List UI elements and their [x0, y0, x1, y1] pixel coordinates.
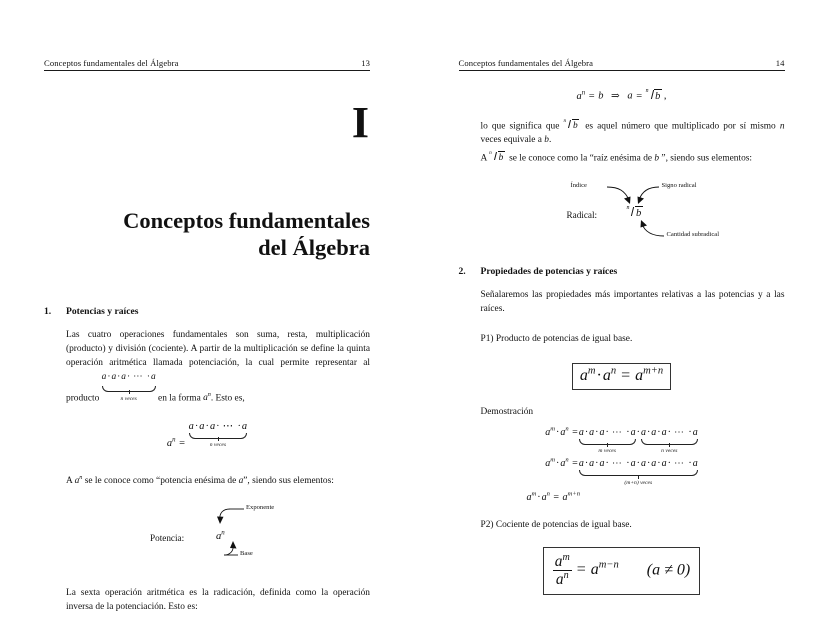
display-product-expression: a·a·a· ⋯ ·a: [188, 420, 248, 432]
potencia-annotated-diagram: [44, 503, 370, 565]
display-equation-potencia: [44, 420, 370, 450]
radical-diagram-caption: Radical:: [566, 210, 598, 221]
section-number-1: 1.: [44, 305, 52, 317]
demo-line-2-lhs: $a^m\cdot a^n$ =: [545, 457, 578, 470]
math-a: a: [238, 476, 244, 487]
math-b: b: [598, 90, 604, 102]
paragraph-text-part-1: A: [480, 153, 487, 164]
underbrace-glyph: [579, 439, 636, 445]
page-number-left: 13: [361, 58, 370, 68]
running-head-title: Conceptos fundamentales del Álgebra: [44, 58, 179, 68]
demo-underbrace-n: a·a·a· ⋯ ·a n veces: [640, 426, 698, 455]
math-a: a: [627, 90, 633, 102]
math-fraction-a-m-over-a-n: [553, 553, 572, 588]
math-b: b: [654, 153, 660, 164]
radical-index: n: [626, 205, 630, 212]
radical-index: n: [563, 117, 567, 124]
math-a: a: [199, 420, 205, 432]
section-number-2: 2.: [458, 266, 466, 278]
demostracion-derivation: [459, 427, 785, 503]
underbrace-glyph: [189, 433, 247, 439]
math-b: b: [544, 134, 549, 145]
math-dot: ·: [146, 371, 151, 382]
underbrace-label-m: m veces: [598, 448, 616, 455]
formula-box-p1-wrapper: [459, 363, 785, 390]
paragraph-potencia-enesima: [66, 475, 370, 489]
label-base: Base: [240, 550, 253, 558]
paragraph-text-part-4: .: [548, 134, 552, 145]
demo-line-2: [459, 458, 785, 486]
math-n: n: [779, 121, 785, 131]
underbrace-glyph: [641, 439, 698, 445]
paragraph-text-part-1: A: [66, 476, 73, 487]
display-equation-radical-definition: $a^n = b$ ⇒ a = n b ,: [576, 88, 667, 102]
display-underbrace-product: [189, 420, 247, 449]
math-a-pow-m-plus-n: $a^{m+n}$: [635, 365, 664, 384]
demo-underbrace-m: a·a·a· ⋯ ·a m veces: [578, 426, 636, 455]
paragraph-text-part-2: se le conoce como “potencia enésima de: [84, 476, 237, 487]
fraction-denominator: $a^n$: [553, 570, 572, 588]
paragraph-text-part-3: ”, siendo sus elementos:: [661, 153, 753, 164]
demo-underbrace-m-plus-n: a·a·a· ⋯ ·a·a·a·a· ⋯ ·a (m+n) veces: [578, 458, 698, 486]
demo-line-1-lhs: $a^m\cdot a^n$ =: [545, 425, 578, 438]
math-equals: =: [179, 438, 186, 450]
section-heading-2: [459, 266, 785, 277]
radical-index: n: [645, 88, 649, 94]
math-dot: ·: [107, 371, 111, 382]
formula-box-p2: [543, 547, 700, 595]
math-ellipsis: ⋯: [133, 371, 144, 382]
label-indice: Índice: [570, 182, 587, 190]
running-head-left: [44, 58, 370, 71]
math-a: a: [151, 371, 156, 382]
math-dot: ·: [117, 371, 121, 382]
section-title-1: Potencias y raíces: [66, 305, 139, 317]
demo-line-1: $a^m\cdot a^n$ = a·a·a· ⋯ ·a m veces · a·a·a· ⋯ ·a n veces: [545, 425, 698, 455]
paragraph-propiedades-intro: Señalaremos las propiedades más importantes relativas a las potencias y a las raíces.: [480, 290, 785, 315]
chapter-title-line-1: Conceptos fundamentales: [123, 208, 370, 233]
underbrace-glyph: [102, 386, 156, 392]
underbrace-label: n veces: [120, 396, 137, 402]
paragraph-radicacion: La sexta operación aritmética es la radicación, definida como la operación inversa de la potenciación. Esto es:: [66, 588, 370, 613]
math-equals: =: [588, 90, 595, 102]
math-radical-nth-root-b: [489, 151, 507, 166]
math-a-pow-n-lhs: $a^n$: [166, 436, 176, 450]
paragraph-raiz-enesima: [481, 151, 785, 166]
chapter-title-line-2: del Álgebra: [258, 235, 370, 261]
radicand: b: [498, 151, 505, 166]
section-heading-1: [44, 306, 370, 317]
radical-diagram-arrows: [459, 178, 785, 252]
math-exponent-n: n: [207, 390, 211, 398]
math-radical-nth-root-b: [646, 89, 664, 102]
math-a-pow-n: $a^n$: [203, 390, 211, 403]
underbrace-label: n veces: [209, 442, 227, 449]
math-a: a: [209, 420, 216, 432]
label-exponente: Exponente: [246, 504, 275, 512]
radicand: b: [572, 119, 579, 134]
statement-p1: P1) Producto de potencias de igual base.: [480, 334, 633, 345]
running-head-title: Conceptos fundamentales del Álgebra: [458, 58, 594, 68]
math-dot: ·: [126, 371, 131, 382]
inline-underbrace-product: [102, 371, 156, 404]
radical-index: n: [489, 149, 492, 156]
label-cantidad-subradical: Cantidad subradical: [666, 231, 720, 239]
math-equals: =: [576, 561, 586, 579]
formula-condition-a-not-zero: (a ≠ 0): [646, 561, 691, 579]
radicand: b: [655, 90, 661, 102]
math-equals: =: [621, 366, 631, 384]
chapter-numeral: I: [351, 98, 370, 147]
demostracion-label: Demostración: [480, 406, 534, 417]
paragraph-potencias-intro: [66, 329, 370, 406]
math-a: a: [188, 420, 194, 432]
paragraph-text-part-1: Las cuatro operaciones fundamentales son suma, resta, multiplicación (producto) y división (cociente). A partir de la multiplicación se define la quinta operación aritmética llamada potenciación, la cual permite representar al producto: [66, 329, 370, 403]
math-exponent-n: n: [221, 528, 225, 537]
page-right: [415, 0, 829, 640]
math-base-a: a: [216, 531, 222, 543]
paragraph-text-part-2: en la forma: [158, 393, 201, 403]
chapter-title: [44, 207, 370, 262]
radical-annotated-diagram: [459, 178, 785, 252]
fraction-numerator: $a^m$: [554, 551, 570, 570]
underbrace-label-m-plus-n: (m+n) veces: [624, 479, 653, 486]
math-implies-arrow: ⇒: [611, 90, 620, 102]
potencia-diagram-caption: Potencia:: [150, 533, 185, 544]
potencia-diagram-arrows: [44, 503, 370, 565]
paragraph-text-part-2: es aquel número que multiplicado por sí mismo: [585, 121, 776, 131]
underbrace-label-n: n veces: [661, 448, 678, 455]
section-title-2: Propiedades de potencias y raíces: [480, 266, 618, 278]
math-a: a: [121, 371, 126, 382]
paragraph-text-part-2: se le conoce como la “raíz enésima de: [509, 153, 653, 164]
math-a: a: [111, 371, 117, 382]
radical-sign-icon: [651, 89, 664, 102]
page-number-right: 14: [775, 58, 785, 68]
math-a-pow-m: $a^m$: [579, 365, 596, 384]
radical-sign-icon: [495, 151, 507, 166]
running-head-right: [459, 58, 785, 71]
math-a: a: [241, 420, 248, 432]
inline-product-expression: [102, 371, 156, 385]
math-a-pow-n: $a^n$: [602, 365, 617, 384]
statement-p2: P2) Cociente de potencias de igual base.: [480, 519, 632, 530]
math-radical-nth-root-b: [563, 119, 581, 134]
demo-line-3: $a^m\cdot a^n = a^{m+n}$: [526, 490, 581, 503]
radical-sign-icon: [569, 119, 581, 134]
label-signo-radical: Signo radical: [661, 182, 697, 190]
math-trailing-comma: ,: [663, 90, 667, 102]
paragraph-text-part-3: veces equivale a: [480, 134, 542, 145]
underbrace-glyph: [579, 470, 698, 476]
math-a-pow-n: $a^n$: [576, 89, 586, 102]
paragraph-significado-raiz: [481, 119, 785, 148]
math-dot: ·: [596, 366, 602, 384]
paragraph-text-part-3: ”, siendo sus elementos:: [243, 476, 334, 487]
math-a: a: [101, 371, 107, 382]
math-a-pow-n: $a^n$: [74, 474, 83, 487]
formula-box-p2-wrapper: [459, 547, 785, 595]
paragraph-text-part-1: lo que significa que: [480, 121, 560, 131]
formula-box-p1: [572, 363, 671, 390]
math-a-pow-m-minus-n: $a^{m-n}$: [590, 559, 619, 579]
paragraph-text-part-3: . Esto es,: [210, 393, 245, 403]
radicand: b: [636, 207, 642, 219]
